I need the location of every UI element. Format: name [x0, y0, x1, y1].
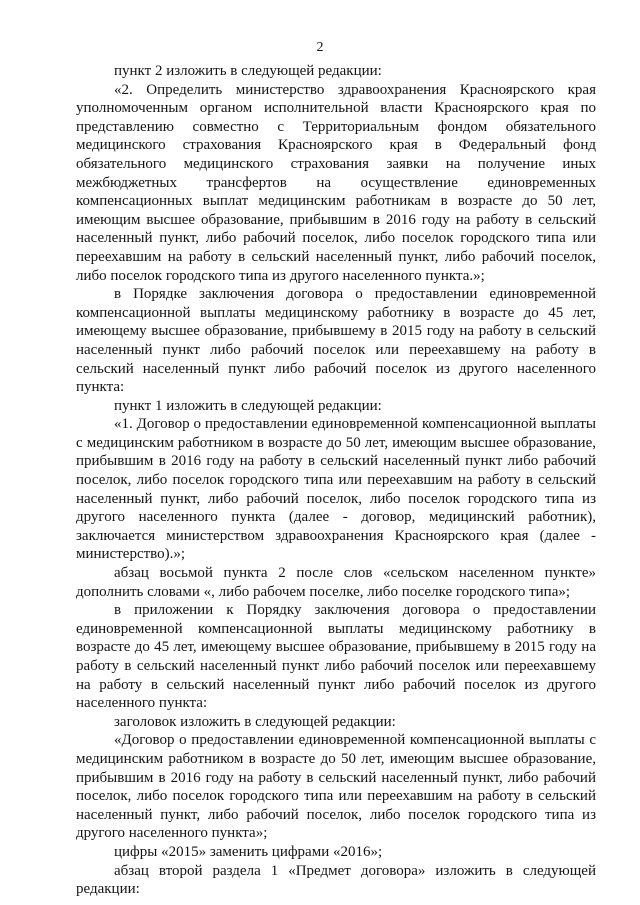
paragraph-point-2-intro: пункт 2 изложить в следующей редакции:	[114, 63, 382, 79]
paragraph-title-text: «Договор о предоставлении единовременной компенсационной выплаты с медицинским работником в возрасте до 50 лет, имеющим высшее образование, прибывшим в 2016 году на работу в сельский населенный пункт, либо рабочий поселок, либо поселок городского типа или переехавшим на работу в сельский населенный пункт, либо рабочий поселок, либо поселок городского типа из другого населенного пункта»;	[76, 732, 596, 842]
paragraph-procedure-intro: в Порядке заключения договора о предоставлении единовременной компенсационной выплаты медицинскому работнику в возрасте до 45 лет, имеющему высшее образование, прибывшему в 2015 году на работу в сельский населенный пункт либо рабочий поселок или переехавшему на работу в сельский населенный пункт либо рабочий поселок из другого населенного пункта:	[76, 286, 596, 396]
paragraph-abzac-8: абзац восьмой пункта 2 после слов «сельском населенном пункте» дополнить словами «, либо рабочем поселке, либо поселке городского типа»;	[76, 565, 596, 600]
paragraph-section-1: абзац второй раздела 1 «Предмет договора» изложить в следующей редакции:	[76, 862, 596, 898]
paragraph-point-1-intro: пункт 1 изложить в следующей редакции:	[114, 397, 382, 414]
paragraph-point-1-text: «1. Договор о предоставлении единовременной компенсационной выплаты с медицинским работником в возрасте до 50 лет, имеющим высшее образование, прибывшим в 2016 году на работу в сельский населенный пункт либо рабочий поселок, либо поселок городского типа или переехавшим на работу в сельский населенный пункт, либо рабочий поселок, либо поселок городского типа из другого населенного пункта (далее - договор, медицинский работник), заключается министерством здравоохранения Красноярского края (далее - министерство).»;	[76, 416, 596, 563]
paragraph-appendix-intro: в приложении к Порядку заключения договора о предоставлении единовременной компенсационной выплаты медицинскому работнику в возрасте до 45 лет, имеющему высшее образование, прибывшему в 2015 году на работу в сельский населенный пункт либо рабочий поселок или переехавшему на работу в сельский населенный пункт либо рабочий поселок из другого населенного пункта:	[76, 602, 596, 712]
paragraph-digits: цифры «2015» заменить цифрами «2016»;	[114, 843, 383, 860]
paragraph-point-2-text: «2. Определить министерство здравоохранения Красноярского края уполномоченным органом исполнительной власти Красноярского края по представлению совместно с Территориальным фондом обязательного медицинского страхования Красноярского края в Федеральный фонд обязательного медицинского страхования заявки на получение иных межбюджетных трансфертов на осуществление единовременных компенсационных выплат медицинским работникам в возрасте до 50 лет, имеющим высшее образование, прибывшим в 2016 году на работу в сельский населенный пункт, либо рабочий поселок, либо поселок городского типа или переехавшим на работу в сельский населенный пункт, либо рабочий поселок, либо поселок городского типа из другого населенного пункта.»;	[76, 81, 596, 284]
document-body	[76, 62, 596, 899]
page-number: 2	[316, 40, 324, 55]
paragraph-title-intro: заголовок изложить в следующей редакции:	[114, 713, 396, 730]
